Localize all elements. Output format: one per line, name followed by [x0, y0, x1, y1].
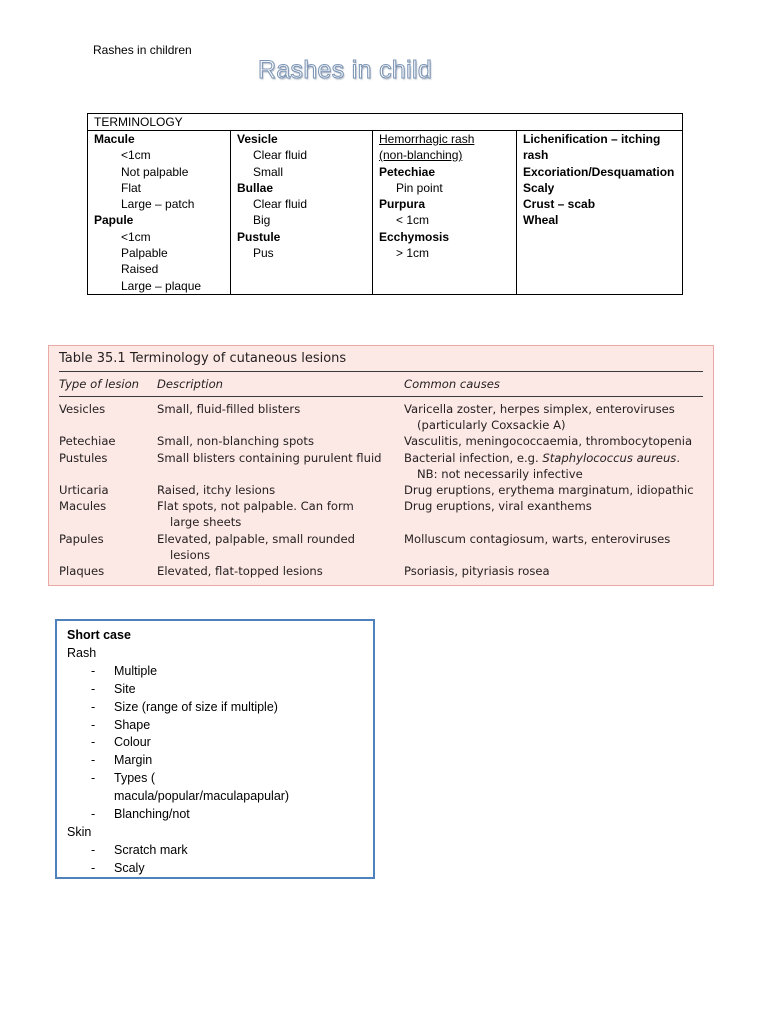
cell-description: [157, 450, 382, 466]
terminology-heading: TERMINOLOGY: [88, 114, 682, 131]
term-line: Scaly: [523, 180, 555, 195]
cell-type: [59, 563, 104, 579]
cell-causes: [404, 433, 692, 449]
textbook-table: [48, 345, 714, 586]
cell-type-line: Petechiae: [59, 434, 116, 448]
cell-description-line: Raised, itchy lesions: [157, 483, 276, 497]
term-line: Pustule: [237, 229, 281, 244]
term-line: Wheal: [523, 213, 559, 228]
term-line: Large – plaque: [121, 278, 202, 293]
dash-bullet: -: [91, 681, 96, 696]
list-item-text: Shape: [114, 717, 151, 732]
list-item-text: Site: [114, 681, 136, 696]
term-line: Pin point: [396, 180, 443, 195]
terminology-col-macule-papule: [88, 131, 230, 295]
cell-type: [59, 450, 107, 466]
cell-causes-line: Molluscum contagiosum, warts, enteroviruses: [404, 532, 671, 546]
list-item-text: Multiple: [114, 663, 158, 678]
term-line: < 1cm: [396, 213, 430, 228]
cell-type-line: Plaques: [59, 564, 105, 578]
list-item: [67, 842, 373, 860]
term-line: Not palpable: [121, 164, 189, 179]
cell-causes: [404, 498, 592, 514]
cell-description: [157, 563, 323, 579]
cell-causes-line: Bacterial infection, e.g. Staphylococcus aureus.: [404, 451, 681, 465]
term-line: Petechiae: [379, 164, 436, 179]
skin-checklist: [67, 842, 373, 878]
cell-description: [157, 401, 300, 417]
cell-causes-line: NB: not necessarily infective: [417, 467, 583, 481]
page-title: Rashes in child: [258, 56, 433, 84]
dash-bullet: -: [91, 842, 96, 857]
list-item-text: Margin: [114, 753, 153, 768]
header-description: Description: [157, 377, 224, 391]
skin-heading: Skin: [67, 824, 92, 839]
cell-type: [59, 498, 106, 514]
cell-causes: [404, 482, 694, 498]
list-item: [67, 699, 373, 717]
term-line: <1cm: [121, 148, 151, 163]
dash-bullet: -: [91, 807, 96, 822]
table-row: [49, 498, 713, 529]
term-line: Small: [253, 164, 284, 179]
terminology-col-vesicle-bullae: [230, 131, 372, 295]
dash-bullet: -: [91, 717, 96, 732]
table-header-rule: [59, 396, 703, 397]
header-causes: Common causes: [404, 377, 500, 391]
list-item: [67, 681, 373, 699]
term-line: Flat: [121, 180, 142, 195]
cell-description: [157, 433, 314, 449]
table-row: [49, 401, 713, 432]
list-item-text: macula/popular/maculapapular): [114, 789, 290, 804]
cell-description-line: Small, fluid-filled blisters: [157, 402, 301, 416]
term-line: Ecchymosis: [379, 229, 450, 244]
term-line: rash: [523, 148, 549, 163]
term-line: Purpura: [379, 197, 426, 212]
cell-causes-line: Varicella zoster, herpes simplex, enteroviruses: [404, 402, 675, 416]
cell-causes-line: Psoriasis, pityriasis rosea: [404, 564, 550, 578]
list-item-text: Types (: [114, 771, 155, 786]
term-line: Hemorrhagic rash: [379, 132, 475, 146]
cell-description-line: Flat spots, not palpable. Can form: [157, 499, 354, 513]
terminology-col-hemorrhagic: [372, 131, 516, 295]
term-line: Vesicle: [237, 132, 278, 146]
dash-bullet: -: [91, 735, 96, 750]
term-line: Crust – scab: [523, 197, 596, 212]
cell-type: [59, 531, 104, 547]
cell-type-line: Urticaria: [59, 483, 109, 497]
cell-description-line: lesions: [170, 548, 211, 562]
term-line: Papule: [94, 213, 134, 228]
table-row: [49, 531, 713, 562]
cell-type-line: Vesicles: [59, 402, 106, 416]
cell-causes-line: Drug eruptions, erythema marginatum, idiopathic: [404, 483, 694, 497]
term-line: <1cm: [121, 229, 151, 244]
list-item-text: Scratch mark: [114, 842, 188, 857]
table-row: [49, 482, 713, 497]
cell-description-line: large sheets: [170, 515, 242, 529]
cell-type: [59, 482, 109, 498]
cell-type-line: Papules: [59, 532, 104, 546]
cell-causes: [404, 531, 670, 547]
list-item: [67, 734, 373, 752]
list-item: [67, 717, 373, 735]
table-row: [49, 563, 713, 578]
list-item: [67, 860, 373, 878]
dash-bullet: -: [91, 771, 96, 786]
term-line: Bullae: [237, 180, 274, 195]
cell-type: [59, 433, 116, 449]
cell-type-line: Macules: [59, 499, 107, 513]
dash-bullet: -: [91, 753, 96, 768]
textbook-caption: Table 35.1 Terminology of cutaneous lesions: [59, 351, 347, 366]
term-line: Clear fluid: [253, 197, 308, 212]
short-case-box: [55, 619, 375, 879]
term-line: Palpable: [121, 246, 168, 261]
term-line: Macule: [94, 132, 135, 146]
header-label: Rashes in children: [93, 43, 192, 57]
cell-description-line: Elevated, palpable, small rounded: [157, 532, 356, 546]
list-item-text: Blanching/not: [114, 807, 190, 822]
table-row: [49, 433, 713, 448]
header-type: Type of lesion: [59, 377, 140, 391]
cell-causes-line: Vasculitis, meningococcaemia, thrombocytopenia: [404, 434, 693, 448]
term-line: Big: [253, 213, 271, 228]
cell-description: [157, 531, 355, 563]
cell-description-line: Elevated, flat-topped lesions: [157, 564, 323, 578]
cell-description: [157, 498, 354, 530]
term-line: (non-blanching): [379, 148, 463, 163]
cell-description-line: Small blisters containing purulent fluid: [157, 451, 382, 465]
rash-checklist: [67, 663, 373, 824]
terminology-table: [87, 113, 683, 295]
table-row: [49, 450, 713, 481]
dash-bullet: -: [91, 663, 96, 678]
short-case-title: Short case: [67, 628, 131, 642]
cell-causes: [404, 563, 550, 579]
rash-heading: Rash: [67, 645, 97, 660]
cell-causes-line: (particularly Coxsackie A): [417, 418, 566, 432]
list-item: [67, 806, 373, 824]
term-line: > 1cm: [396, 246, 430, 261]
list-item-text: Size (range of size if multiple): [114, 699, 278, 714]
term-line: Pus: [253, 246, 274, 261]
cell-description-line: Small, non-blanching spots: [157, 434, 314, 448]
list-item-text: Colour: [114, 735, 151, 750]
term-line: Excoriation/Desquamation: [523, 164, 675, 179]
term-line: Raised: [121, 262, 159, 277]
dash-bullet: -: [91, 699, 96, 714]
cell-causes-line: Drug eruptions, viral exanthems: [404, 499, 592, 513]
dash-bullet: -: [91, 860, 96, 875]
terminology-col-other: [516, 131, 682, 295]
cell-type: [59, 401, 105, 417]
table-top-rule: [59, 371, 703, 372]
list-item-text: Scaly: [114, 860, 145, 875]
cell-type-line: Pustules: [59, 451, 108, 465]
term-line: Large – patch: [121, 197, 195, 212]
term-line: Lichenification – itching: [523, 132, 661, 146]
list-item: [67, 663, 373, 681]
cell-causes: [404, 401, 675, 433]
list-item: [67, 770, 373, 806]
list-item: [67, 752, 373, 770]
term-line: Clear fluid: [253, 148, 308, 163]
cell-description: [157, 482, 275, 498]
cell-causes: [404, 450, 680, 482]
